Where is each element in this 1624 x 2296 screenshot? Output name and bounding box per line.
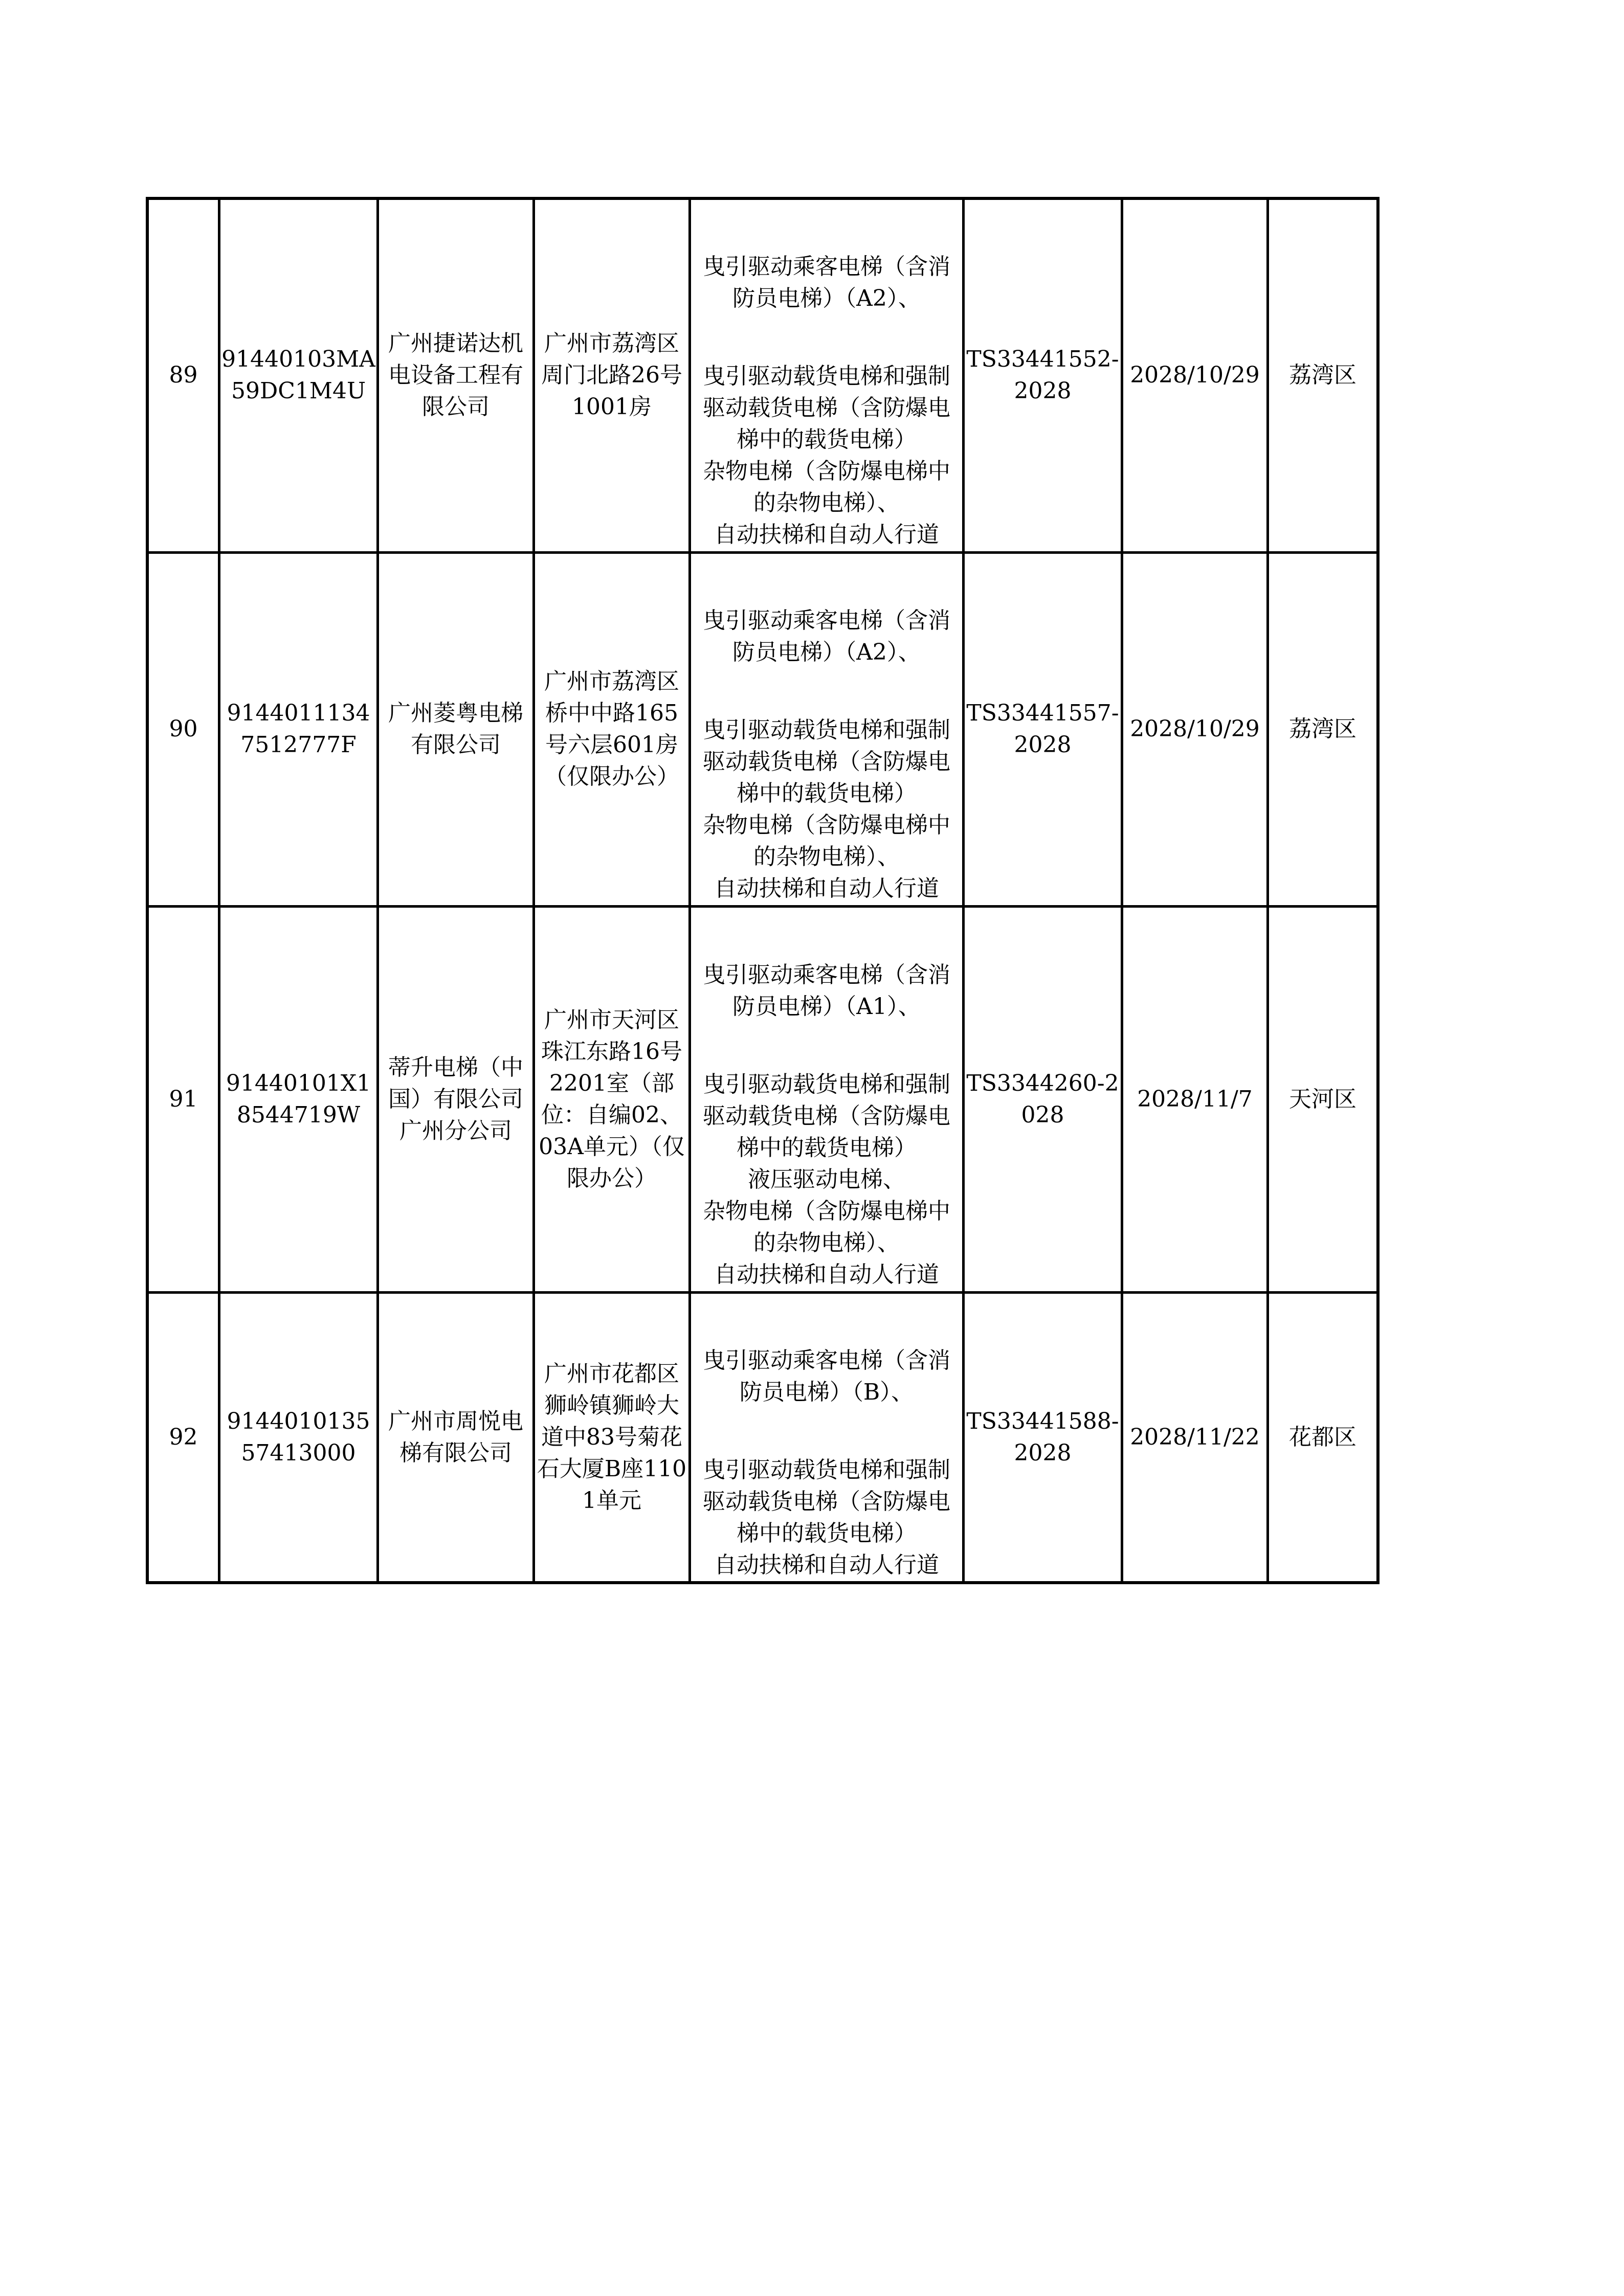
credit-code-cell: 91440103MA59DC1M4U [219, 198, 378, 552]
license-scope-cell [690, 198, 964, 552]
index-cell: 91 [147, 906, 219, 1292]
license-scope-cell [690, 906, 964, 1292]
scope-spacer [696, 1408, 957, 1454]
index-cell: 90 [147, 552, 219, 906]
address-cell: 广州市荔湾区桥中中路165号六层601房（仅限办公） [534, 552, 690, 906]
scope-item: 曳引驱动载货电梯和强制驱动载货电梯（含防爆电梯中的载货电梯） [703, 1456, 950, 1546]
credit-code-cell: 91440101X18544719W [219, 906, 378, 1292]
company-name-cell: 广州捷诺达机电设备工程有限公司 [378, 198, 534, 552]
scope-item: 曳引驱动乘客电梯（含消防员电梯）（A1）、 [703, 961, 950, 1020]
scope-item: 杂物电梯（含防爆电梯中的杂物电梯）、 [703, 458, 950, 516]
certificate-number-cell: TS3344260-2028 [964, 906, 1122, 1292]
scope-item: 液压驱动电梯、 [748, 1166, 905, 1192]
scope-item: 曳引驱动乘客电梯（含消防员电梯）（B）、 [703, 1347, 950, 1405]
district-cell: 荔湾区 [1268, 198, 1378, 552]
license-scope-list [691, 200, 962, 551]
scope-item: 曳引驱动乘客电梯（含消防员电梯）（A2）、 [703, 254, 950, 312]
records-table [146, 197, 1380, 1584]
index-cell: 89 [147, 198, 219, 552]
address-cell: 广州市荔湾区周门北路26号1001房 [534, 198, 690, 552]
license-scope-cell [690, 552, 964, 906]
table-row [147, 1292, 1378, 1583]
expiry-date-cell: 2028/10/29 [1122, 552, 1268, 906]
scope-item: 杂物电梯（含防爆电梯中的杂物电梯）、 [703, 812, 950, 870]
scope-item: 曳引驱动载货电梯和强制驱动载货电梯（含防爆电梯中的载货电梯） [703, 363, 950, 453]
certificate-number-cell: TS33441557-2028 [964, 552, 1122, 906]
scope-item: 自动扶梯和自动人行道 [714, 875, 939, 902]
scope-item: 曳引驱动载货电梯和强制驱动载货电梯（含防爆电梯中的载货电梯） [703, 1071, 950, 1161]
license-scope-list [691, 554, 962, 905]
table-row [147, 198, 1378, 552]
scope-item: 曳引驱动载货电梯和强制驱动载货电梯（含防爆电梯中的载货电梯） [703, 717, 950, 806]
license-scope-list [691, 908, 962, 1291]
records-table-body [147, 198, 1378, 1583]
scope-spacer [696, 314, 957, 361]
credit-code-cell: 91440111347512777F [219, 552, 378, 906]
company-name-cell: 广州市周悦电梯有限公司 [378, 1292, 534, 1583]
scope-spacer [696, 1023, 957, 1069]
scope-item: 曳引驱动乘客电梯（含消防员电梯）（A2）、 [703, 607, 950, 665]
scope-item: 杂物电梯（含防爆电梯中的杂物电梯）、 [703, 1198, 950, 1256]
table-row [147, 552, 1378, 906]
scope-spacer [696, 668, 957, 714]
company-name-cell: 蒂升电梯（中国）有限公司广州分公司 [378, 906, 534, 1292]
license-scope-cell [690, 1292, 964, 1583]
district-cell: 荔湾区 [1268, 552, 1378, 906]
scope-item: 自动扶梯和自动人行道 [714, 1261, 939, 1288]
scope-item: 自动扶梯和自动人行道 [714, 522, 939, 548]
district-cell: 花都区 [1268, 1292, 1378, 1583]
certificate-number-cell: TS33441588-2028 [964, 1292, 1122, 1583]
company-name-cell: 广州菱粤电梯有限公司 [378, 552, 534, 906]
address-cell: 广州市天河区珠江东路16号2201室（部位：自编02、03A单元）（仅限办公） [534, 906, 690, 1292]
index-cell: 92 [147, 1292, 219, 1583]
table-row [147, 906, 1378, 1292]
expiry-date-cell: 2028/10/29 [1122, 198, 1268, 552]
expiry-date-cell: 2028/11/7 [1122, 906, 1268, 1292]
address-cell: 广州市花都区狮岭镇狮岭大道中83号菊花石大厦B座1101单元 [534, 1292, 690, 1583]
license-scope-list [691, 1294, 962, 1581]
certificate-number-cell: TS33441552-2028 [964, 198, 1122, 552]
scope-item: 自动扶梯和自动人行道 [714, 1551, 939, 1578]
expiry-date-cell: 2028/11/22 [1122, 1292, 1268, 1583]
district-cell: 天河区 [1268, 906, 1378, 1292]
credit-code-cell: 914401013557413000 [219, 1292, 378, 1583]
